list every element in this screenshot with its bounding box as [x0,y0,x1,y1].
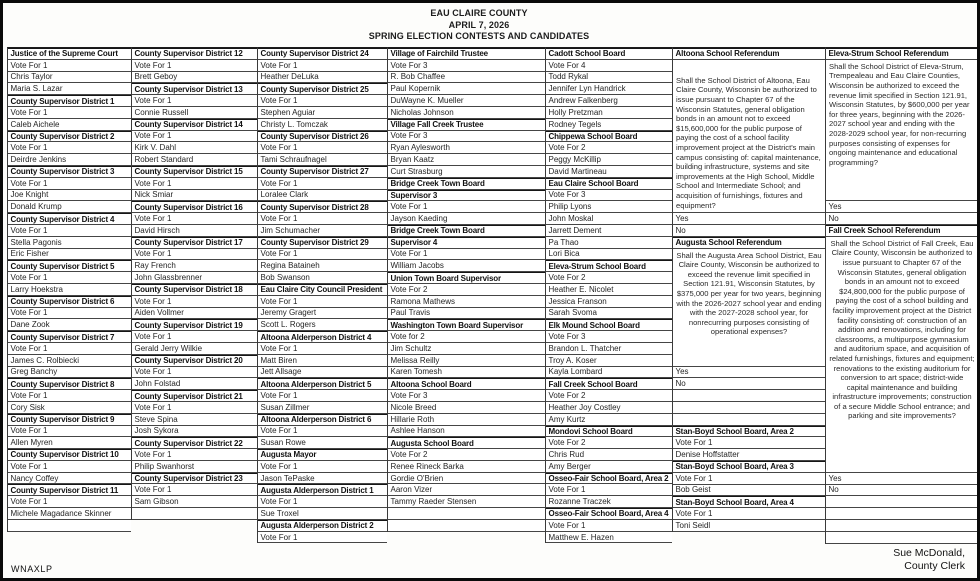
vote-instruction-cell: Vote For 1 [8,390,131,402]
contest-header-cell: Justice of the Supreme Court [8,48,131,60]
vote-instruction-cell: Vote For 2 [546,142,672,154]
vote-instruction-cell: Vote For 1 [8,142,131,154]
candidate-cell: John Glassbrenner [132,272,257,284]
vote-instruction-cell: Vote For 1 [546,520,672,532]
vote-instruction-cell: Vote For 1 [673,508,825,520]
candidate-cell: Gerald Jerry Wilkie [132,343,257,355]
vote-instruction-cell: Vote For 1 [258,461,387,473]
candidate-cell: Bob Swanson [258,272,387,284]
candidate-cell: Todd Rykal [546,72,672,84]
referendum-answer-cell: No [826,213,978,225]
contest-header-cell: Augusta School Referendum [673,237,825,249]
contest-header-cell: Village of Fairchild Trustee [388,48,545,60]
contest-header-cell: County Supervisor District 5 [8,260,131,272]
candidate-cell: DuWayne K. Mueller [388,95,545,107]
contest-header-cell: Washington Town Board Supervisor [388,319,545,331]
contest-header-cell: County Supervisor District 14 [132,119,257,131]
vote-instruction-cell: Vote For 1 [132,213,257,225]
candidate-cell: Bob Geist [673,485,825,497]
contest-header-cell: County Supervisor District 23 [132,473,257,485]
candidate-cell: Bryan Kaatz [388,154,545,166]
vote-instruction-cell: Vote For 1 [8,343,131,355]
candidate-cell: Donald Krump [8,201,131,213]
vote-instruction-cell: Vote For 1 [8,496,131,508]
candidate-cell: Ryan Aylesworth [388,142,545,154]
candidate-cell: Jarrett Dement [546,225,672,237]
empty-cell [388,508,545,520]
contest-header-cell: Chippewa School Board [546,131,672,143]
referendum-answer-cell: Yes [673,367,825,379]
vote-instruction-cell: Vote For 1 [673,437,825,449]
contest-header-cell: Stan-Boyd School Board, Area 3 [673,461,825,473]
contest-header-cell: Augusta Mayor [258,449,387,461]
contest-header-cell: County Supervisor District 9 [8,414,131,426]
contest-header-cell: County Supervisor District 25 [258,83,387,95]
candidate-cell: Nick Smiar [132,190,257,202]
vote-instruction-cell: Vote For 1 [258,60,387,72]
contest-header-cell: County Supervisor District 19 [132,319,257,331]
empty-cell [388,520,545,532]
vote-instruction-cell: Vote For 1 [8,225,131,237]
candidate-cell: Peggy McKillip [546,154,672,166]
contest-header-cell: Eau Claire School Board [546,178,672,190]
contest-header-cell: County Supervisor District 26 [258,131,387,143]
referendum-answer-cell: No [673,225,825,237]
vote-instruction-cell: Vote For 3 [546,331,672,343]
vote-instruction-cell: Vote For 1 [132,402,257,414]
contest-header-cell: Bridge Creek Town Board [388,178,545,190]
candidate-cell: Holly Pretzman [546,107,672,119]
contest-header-cell: County Supervisor District 22 [132,437,257,449]
contest-header-cell: County Supervisor District 4 [8,213,131,225]
contest-header-cell: County Supervisor District 7 [8,331,131,343]
contest-header-cell: County Supervisor District 29 [258,237,387,249]
candidate-cell: Aiden Vollmer [132,308,257,320]
vote-instruction-cell: Vote For 3 [388,390,545,402]
contest-header-cell: County Supervisor District 21 [132,390,257,402]
empty-cell [132,508,257,520]
candidate-cell: Caleb Aichele [8,119,131,131]
empty-cell [673,402,825,414]
contest-header-cell: Supervisor 3 [388,190,545,202]
candidate-cell: James C. Rolbiecki [8,355,131,367]
vote-instruction-cell: Vote For 1 [8,107,131,119]
candidate-cell: Jennifer Lyn Handrick [546,83,672,95]
vote-instruction-cell: Vote For 1 [132,95,257,107]
vote-instruction-cell: Vote For 1 [132,367,257,379]
referendum-question-cell: Shall the School District of Eleva-Strum, Trempealeau and Eau Claire Counties, Wisconsin be authorized to exceed the revenue limit specified in Section 121.91, Wisconsin Statutes, by $600,000 per year for three years, beginning with the 2026-2027 school year and ending with the 2028-2029 school year, for non-recurring purposes consisting of expenses for ongoing maintenance and educational programming? [826,60,978,202]
contest-header-cell: Eau Claire City Council President [258,284,387,296]
contest-header-cell: County Supervisor District 27 [258,166,387,178]
candidate-cell: Pa Thao [546,237,672,249]
vote-instruction-cell: Vote For 1 [258,390,387,402]
contest-column-2 [131,47,257,520]
candidate-cell: Scott L. Rogers [258,319,387,331]
vote-instruction-cell: Vote For 2 [388,284,545,296]
referendum-question-cell: Shall the School District of Altoona, Eau Claire County, Wisconsin be authorized to issue pursuant to Chapter 67 of the Wisconsin Statutes, general obligation bonds in an amount not to exceed $15,600,000 for the public purpose of paying the cost of a school facility improvement project at the District's main campus consisting of: capital maintenance, building infrastructure, systems and site improvements at the High School, Middle School and Intermediate School; and acquisition of furnishings, fixtures and equipment? [673,60,825,213]
candidate-cell: Sam Gibson [132,496,257,508]
candidate-cell: Paul Travis [388,308,545,320]
candidate-cell: Tami Schraufnagel [258,154,387,166]
contest-header-cell: Osseo-Fair School Board, Area 4 [546,508,672,520]
vote-instruction-cell: Vote For 3 [388,60,545,72]
vote-instruction-cell: Vote For 1 [258,296,387,308]
candidate-cell: Robert Standard [132,154,257,166]
vote-instruction-cell: Vote For 1 [258,142,387,154]
contest-column-1 [7,47,131,532]
contest-header-cell: Supervisor 4 [388,237,545,249]
notice-subtitle: SPRING ELECTION CONTESTS AND CANDIDATES [368,31,590,41]
candidate-cell: Sarah Svoma [546,308,672,320]
contest-header-cell: Fall Creek School Referendum [826,225,978,237]
vote-instruction-cell: Vote For 2 [388,449,545,461]
contest-header-cell: County Supervisor District 18 [132,284,257,296]
vote-instruction-cell: Vote For 3 [388,131,545,143]
contest-header-cell: County Supervisor District 17 [132,237,257,249]
contest-header-cell: County Supervisor District 8 [8,378,131,390]
candidate-cell: Steve Spina [132,414,257,426]
vote-instruction-cell: Vote For 1 [132,331,257,343]
empty-cell [8,520,131,532]
candidate-cell: Maria S. Lazar [8,83,131,95]
vote-instruction-cell: Vote For 1 [8,461,131,473]
vote-instruction-cell: Vote For 1 [258,95,387,107]
vote-instruction-cell: Vote For 1 [258,426,387,438]
candidate-cell: Regina Bataineh [258,260,387,272]
candidate-cell: John Moskal [546,213,672,225]
publication-code: WNAXLP [11,564,53,574]
vote-instruction-cell: Vote For 1 [388,201,545,213]
contest-header-cell: Fall Creek School Board [546,378,672,390]
candidate-cell: Cory Sisk [8,402,131,414]
contest-header-cell: Altoona School Referendum [673,48,825,60]
vote-instruction-cell: Vote For 1 [132,296,257,308]
empty-cell [673,390,825,402]
candidate-cell: Ashlee Hanson [388,426,545,438]
contest-header-cell: Mondovi School Board [546,426,672,438]
candidate-cell: Christy L. Tomczak [258,119,387,131]
vote-instruction-cell: Vote For 1 [546,484,672,496]
vote-instruction-cell: Vote For 1 [258,496,387,508]
candidate-cell: Loralee Clark [258,190,387,202]
candidate-cell: Denise Hoffstatter [673,449,825,461]
contest-column-3 [257,47,387,543]
vote-instruction-cell: Vote For 1 [8,308,131,320]
vote-instruction-cell: Vote For 1 [132,449,257,461]
vote-instruction-cell: Vote For 1 [258,532,387,544]
candidate-cell: Susan Rowe [258,437,387,449]
contest-header-cell: County Supervisor District 1 [8,95,131,107]
contest-header-cell: Altoona School Board [388,378,545,390]
contest-header-cell: County Supervisor District 2 [8,131,131,143]
vote-instruction-cell: Vote For 1 [258,343,387,355]
candidate-cell: Jim Schultz [388,343,545,355]
vote-instruction-cell: Vote For 1 [673,473,825,485]
candidate-cell: Amy Berger [546,461,672,473]
contest-header-cell: Altoona Alderperson District 4 [258,331,387,343]
candidate-cell: Troy A. Koser [546,355,672,367]
contest-header-cell: Eleva-Strum School Referendum [826,48,978,60]
candidate-cell: Ray French [132,260,257,272]
candidate-cell: Melissa Reilly [388,355,545,367]
clerk-title: County Clerk [904,559,965,572]
candidate-cell: Jayson Kaeding [388,213,545,225]
candidate-cell: Philip Lyons [546,201,672,213]
candidate-cell: Stephen Aguiar [258,107,387,119]
candidate-cell: Dane Zook [8,319,131,331]
contest-header-cell: County Supervisor District 11 [8,484,131,496]
referendum-answer-cell: Yes [826,473,978,485]
vote-instruction-cell: Vote For 1 [388,249,545,261]
candidate-cell: Paul Kopernik [388,83,545,95]
referendum-question-cell: Shall the School District of Fall Creek, Eau Claire County, Wisconsin be authorized to issue pursuant to Chapter 67 of the Wisconsin Statutes, general obligation bonds in an amount not to exceed $24,800,000 for the public purpose of paying the cost of a school building and facility improvement project at the District facility consisting of: construction of an addition and renovations, including for classrooms, a multipurpose gymnasium and auditorium space, and acquisition of related furnishings, fixtures and equipment; renovations to the existing auditorium for conversion to art space; district-wide capital maintenance and building infrastructure improvements; construction of a secure Middle School entrance; and parking and site improvements? [826,237,978,473]
candidate-cell: Heather E. Nicolet [546,284,672,296]
contest-header-cell: County Supervisor District 16 [132,201,257,213]
vote-instruction-cell: Vote For 1 [258,213,387,225]
referendum-answer-cell: Yes [673,213,825,225]
vote-instruction-cell: Vote for 2 [388,331,545,343]
candidate-cell: Michele Magadance Skinner [8,508,131,520]
candidate-cell: Jessica Franson [546,296,672,308]
notice-title-block [3,8,955,43]
candidate-cell: Sue Troxel [258,508,387,520]
candidate-cell: Jason TePaske [258,473,387,485]
contest-header-cell: County Supervisor District 20 [132,355,257,367]
candidate-cell: Matthew E. Hazen [546,532,672,544]
candidate-cell: John Folstad [132,378,257,390]
contest-header-cell: County Supervisor District 28 [258,201,387,213]
candidate-cell: Amy Kurtz [546,414,672,426]
contest-column-5 [545,47,672,543]
contest-header-cell: County Supervisor District 24 [258,48,387,60]
candidate-cell: Eric Fisher [8,249,131,261]
candidate-cell: Nicholas Johnson [388,107,545,119]
contest-header-cell: County Supervisor District 13 [132,83,257,95]
referendum-answer-cell: No [826,485,978,497]
county-title: EAU CLAIRE COUNTY [430,8,528,18]
candidate-cell: Ramona Mathews [388,296,545,308]
candidate-cell: Nancy Coffey [8,473,131,485]
candidate-cell: Tammy Raeder Stensen [388,496,545,508]
candidate-cell: William Jacobs [388,260,545,272]
contest-header-cell: County Supervisor District 10 [8,449,131,461]
clerk-name: Sue McDonald, [893,547,965,559]
candidate-cell: Gordie O'Brien [388,473,545,485]
candidate-cell: Karen Tomesh [388,367,545,379]
candidate-cell: Chris Rud [546,449,672,461]
candidate-cell: Aaron Vizer [388,484,545,496]
candidate-cell: Connie Russell [132,107,257,119]
contest-header-cell: Osseo-Fair School Board, Area 2 [546,473,672,485]
candidate-cell: Larry Hoekstra [8,284,131,296]
vote-instruction-cell: Vote For 1 [8,272,131,284]
candidate-cell: Greg Banchy [8,367,131,379]
vote-instruction-cell: Vote For 2 [546,390,672,402]
vote-instruction-cell: Vote For 1 [132,178,257,190]
candidate-cell: Allen Myren [8,437,131,449]
candidate-cell: Joe Knight [8,190,131,202]
contest-header-cell: Union Town Board Supervisor [388,272,545,284]
candidate-cell: Hillarie Roth [388,414,545,426]
contest-header-cell: Stan-Boyd School Board, Area 2 [673,426,825,438]
candidate-cell: Nicole Breed [388,402,545,414]
candidate-cell: Chris Taylor [8,72,131,84]
candidate-cell: Kirk V. Dahl [132,142,257,154]
empty-cell [826,532,978,544]
empty-cell [673,414,825,426]
candidate-cell: Brett Geboy [132,72,257,84]
vote-instruction-cell: Vote For 1 [8,60,131,72]
candidate-cell: Deirdre Jenkins [8,154,131,166]
candidate-cell: Josh Sykora [132,426,257,438]
candidate-cell: Toni Seidl [673,520,825,532]
vote-instruction-cell: Vote For 1 [132,131,257,143]
contest-header-cell: Altoona Alderperson District 6 [258,414,387,426]
candidate-cell: Heather DeLuka [258,72,387,84]
candidate-cell: Jeremy Gragert [258,308,387,320]
candidate-cell: Rozanne Traczek [546,496,672,508]
contest-header-cell: County Supervisor District 6 [8,296,131,308]
candidate-cell: Lori Bica [546,249,672,261]
contest-column-7 [825,47,979,544]
vote-instruction-cell: Vote For 1 [258,178,387,190]
vote-instruction-cell: Vote For 2 [546,272,672,284]
contest-column-4 [387,47,545,532]
contest-header-cell: County Supervisor District 12 [132,48,257,60]
vote-instruction-cell: Vote For 4 [546,60,672,72]
referendum-answer-cell: No [673,378,825,390]
candidate-cell: Kayla Lombard [546,367,672,379]
election-date: APRIL 7, 2026 [448,19,510,30]
contest-header-cell: Elk Mound School Board [546,319,672,331]
clerk-signature [893,547,965,572]
candidate-cell: Philip Swanhorst [132,461,257,473]
empty-cell [826,508,978,520]
candidate-cell: Jett Allsage [258,367,387,379]
vote-instruction-cell: Vote For 1 [258,249,387,261]
contest-header-cell: Bridge Creek Town Board [388,225,545,237]
vote-instruction-cell: Vote For 1 [8,178,131,190]
contest-table [7,47,979,544]
referendum-answer-cell: Yes [826,201,978,213]
vote-instruction-cell: Vote For 1 [132,249,257,261]
candidate-cell: David Martineau [546,166,672,178]
contest-header-cell: Cadott School Board [546,48,672,60]
candidate-cell: Andrew Falkenberg [546,95,672,107]
vote-instruction-cell: Vote For 2 [546,437,672,449]
candidate-cell: Brandon L. Thatcher [546,343,672,355]
candidate-cell: Heather Joy Costley [546,402,672,414]
candidate-cell: Stella Pagonis [8,237,131,249]
empty-cell [826,520,978,532]
candidate-cell: Jim Schumacher [258,225,387,237]
candidate-cell: R. Bob Chaffee [388,72,545,84]
referendum-question-cell: Shall the Augusta Area School District, Eau Claire County, Wisconsin be authorized to exceed the revenue limit specified in Section 121.91, Wisconsin Statutes, by $375,000 per year for two years, beginning with the 2026-2027 school year and ending with the 2027-2028 school year, for nonrecurring purposes consisting of operational expenses? [673,249,825,367]
candidate-cell: Susan Zillmer [258,402,387,414]
vote-instruction-cell: Vote For 1 [132,484,257,496]
vote-instruction-cell: Vote For 3 [546,190,672,202]
contest-header-cell: Augusta Alderperson District 1 [258,484,387,496]
empty-cell [826,496,978,508]
vote-instruction-cell: Vote For 1 [8,426,131,438]
contest-header-cell: Stan-Boyd School Board, Area 4 [673,496,825,508]
vote-instruction-cell: Vote For 1 [132,60,257,72]
candidate-cell: David Hirsch [132,225,257,237]
candidate-cell: Matt Biren [258,355,387,367]
contest-header-cell: Eleva-Strum School Board [546,260,672,272]
contest-header-cell: Augusta Alderperson District 2 [258,520,387,532]
contest-header-cell: Augusta School Board [388,437,545,449]
candidate-cell: Renee Rineck Barka [388,461,545,473]
contest-column-6 [672,47,825,532]
contest-header-cell: County Supervisor District 15 [132,166,257,178]
contest-header-cell: Altoona Alderperson District 5 [258,378,387,390]
contest-header-cell: County Supervisor District 3 [8,166,131,178]
contest-header-cell: Village Fall Creek Trustee [388,119,545,131]
candidate-cell: Curt Strasburg [388,166,545,178]
candidate-cell: Rodney Tegels [546,119,672,131]
